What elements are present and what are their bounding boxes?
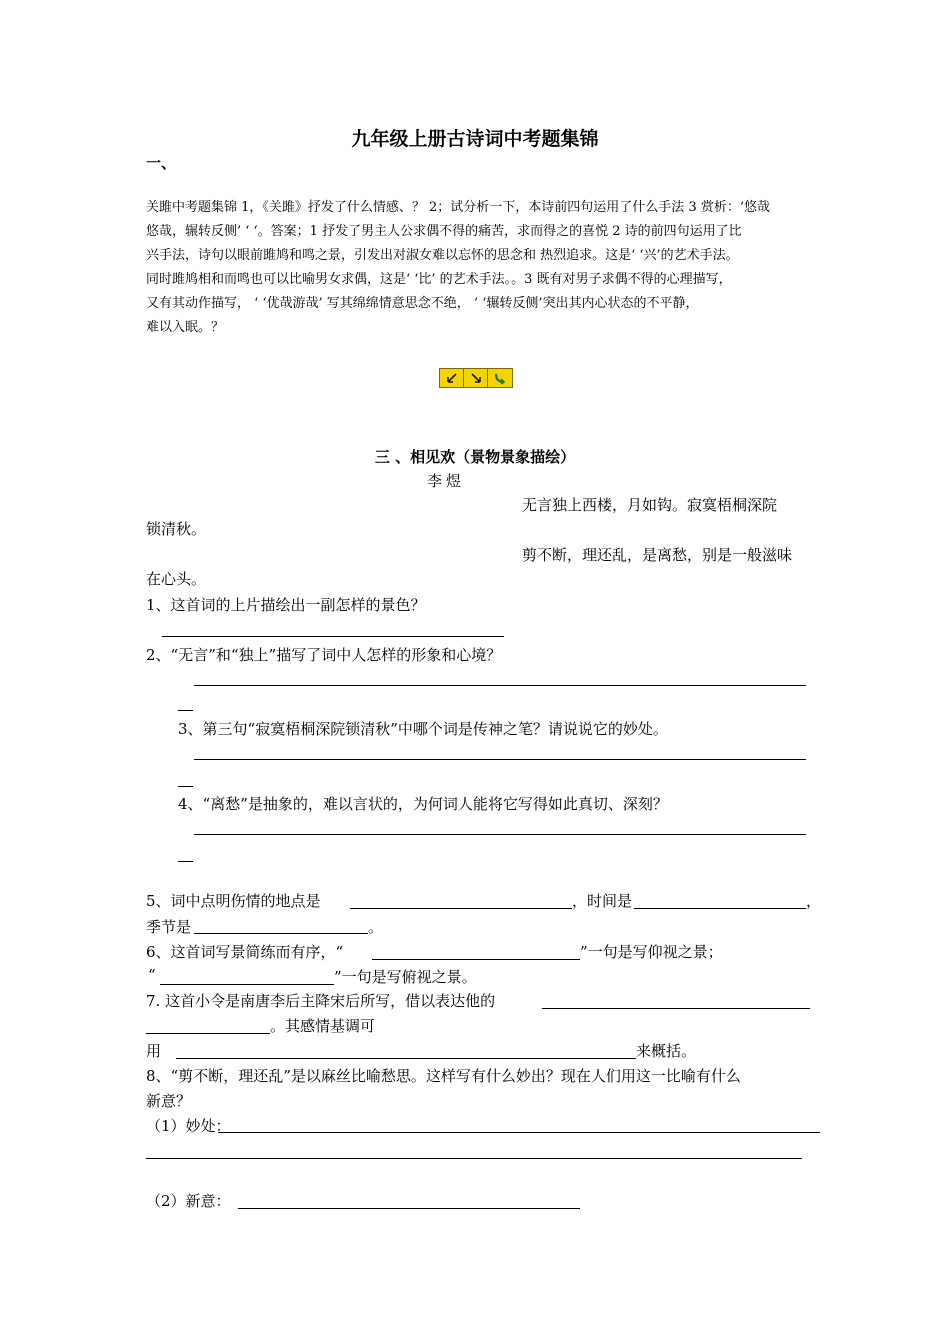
question-6-tail-2: ”一句是写俯视之景。 bbox=[334, 968, 477, 986]
answer-line[interactable] bbox=[194, 759, 806, 760]
answer-blank-feeling-cont[interactable] bbox=[146, 1033, 270, 1034]
poem-line: 剪不断，理还乱，是离愁，别是一般滋味 bbox=[522, 546, 793, 564]
question-6: 6、这首词写景简练而有序，“ bbox=[146, 943, 344, 961]
paragraph-line: 又有其动作描写， ‘ ‘优哉游哉’ 写其绵绵情意思念不绝， ‘ ‘辗转反侧’突出其内心状态的不平静， bbox=[146, 296, 699, 311]
question-5-comma: ， bbox=[806, 892, 822, 910]
answer-blank-season[interactable] bbox=[194, 933, 368, 934]
paragraph-line: 悠哉，辗转反侧’ ‘ ‘。答案；1 抒发了男主人公求偶不得的痛苦，求而得之的喜悦 2 诗的前四句运用了比 bbox=[146, 224, 742, 239]
question-8: 8、“剪不断，理还乱”是以麻丝比喻愁思。这样写有什么妙出？现在人们用这一比喻有什么 bbox=[146, 1067, 741, 1085]
page-title: 九年级上册古诗词中考题集锦 bbox=[351, 128, 599, 150]
answer-blank-downward[interactable] bbox=[160, 984, 334, 985]
question-7-tail: 来概括。 bbox=[636, 1042, 697, 1060]
answer-blank-tone[interactable] bbox=[176, 1058, 636, 1059]
answer-blank-feeling[interactable] bbox=[542, 1008, 810, 1009]
question-1: 1、这首词的上片描绘出一副怎样的景色？ bbox=[146, 596, 426, 614]
paragraph-line: 兴手法，诗句以眼前雎鸠和鸣之景，引发出对淑女难以忘怀的思念和 热烈追求。这是‘ ‘兴’的艺术手法。 bbox=[146, 248, 739, 263]
question-5: 5、词中点明伤情的地点是 bbox=[146, 892, 321, 910]
answer-line[interactable] bbox=[194, 685, 806, 686]
question-7-mid: 。其感情基调可 bbox=[270, 1017, 376, 1035]
answer-blank-time[interactable] bbox=[634, 908, 806, 909]
question-6-quote: “ bbox=[148, 966, 156, 984]
question-2: 2、“无言”和“独上”描写了词中人怎样的形象和心境？ bbox=[146, 646, 502, 664]
poem-line: 在心头。 bbox=[146, 570, 207, 588]
question-7-use: 用 bbox=[146, 1042, 162, 1060]
paragraph-line: 关雎中考题集锦 1，《关雎》抒发了什么情感、？ 2；试分析一下，本诗前四句运用了什么手法 3 赏析：‘悠哉 bbox=[146, 200, 770, 215]
question-5-period: 。 bbox=[368, 918, 384, 936]
answer-line[interactable] bbox=[178, 861, 193, 862]
nav-icon-strip[interactable] bbox=[439, 368, 513, 388]
question-8-part1: （1）妙处： bbox=[146, 1117, 231, 1135]
paragraph-line: 同时雎鸠相和而鸣也可以比喻男女求偶，这是‘ ‘比’ 的艺术手法。。3 既有对男子求偶不得的心理描写， bbox=[146, 272, 732, 287]
question-5-season-label: 季节是 bbox=[146, 918, 192, 936]
answer-line[interactable] bbox=[178, 786, 193, 787]
answer-line[interactable] bbox=[146, 1158, 802, 1159]
arrow-right-icon[interactable] bbox=[464, 369, 488, 387]
paragraph-line: 难以入眠。？ bbox=[146, 320, 225, 335]
guanju-paragraph bbox=[146, 196, 818, 340]
arrow-left-icon[interactable] bbox=[440, 369, 464, 387]
answer-blank-place[interactable] bbox=[350, 908, 572, 909]
answer-line[interactable] bbox=[178, 710, 193, 711]
answer-line[interactable] bbox=[238, 1208, 580, 1209]
answer-line[interactable] bbox=[194, 834, 806, 835]
question-8-part2: （2）新意： bbox=[146, 1192, 231, 1210]
answer-line[interactable] bbox=[218, 1132, 820, 1133]
poem-line: 无言独上西楼，月如钩。寂寞梧桐深院 bbox=[522, 496, 778, 514]
question-7: 7. 这首小令是南唐李后主降宋后所写，借以表达他的 bbox=[146, 992, 496, 1010]
question-5-time-label: ，时间是 bbox=[572, 892, 633, 910]
answer-line[interactable] bbox=[162, 636, 504, 637]
question-8-cont: 新意？ bbox=[146, 1092, 192, 1110]
poem-line: 锁清秋。 bbox=[146, 520, 207, 538]
question-4: 4、“离愁”是抽象的，难以言状的，为何词人能将它写得如此真切、深刻？ bbox=[178, 795, 668, 813]
section-one-heading: 一、 bbox=[146, 154, 177, 172]
arrow-curve-icon[interactable] bbox=[488, 369, 512, 387]
question-3: 3、第三句“寂寞梧桐深院锁清秋”中哪个词是传神之笔？请说说它的妙处。 bbox=[178, 720, 668, 738]
poem-author: 李煜 bbox=[427, 472, 466, 490]
section-three-heading: 三 、相见欢（景物景象描绘） bbox=[374, 448, 576, 466]
answer-blank-upward[interactable] bbox=[372, 959, 580, 960]
question-6-tail: ”一句是写仰视之景； bbox=[580, 943, 723, 961]
